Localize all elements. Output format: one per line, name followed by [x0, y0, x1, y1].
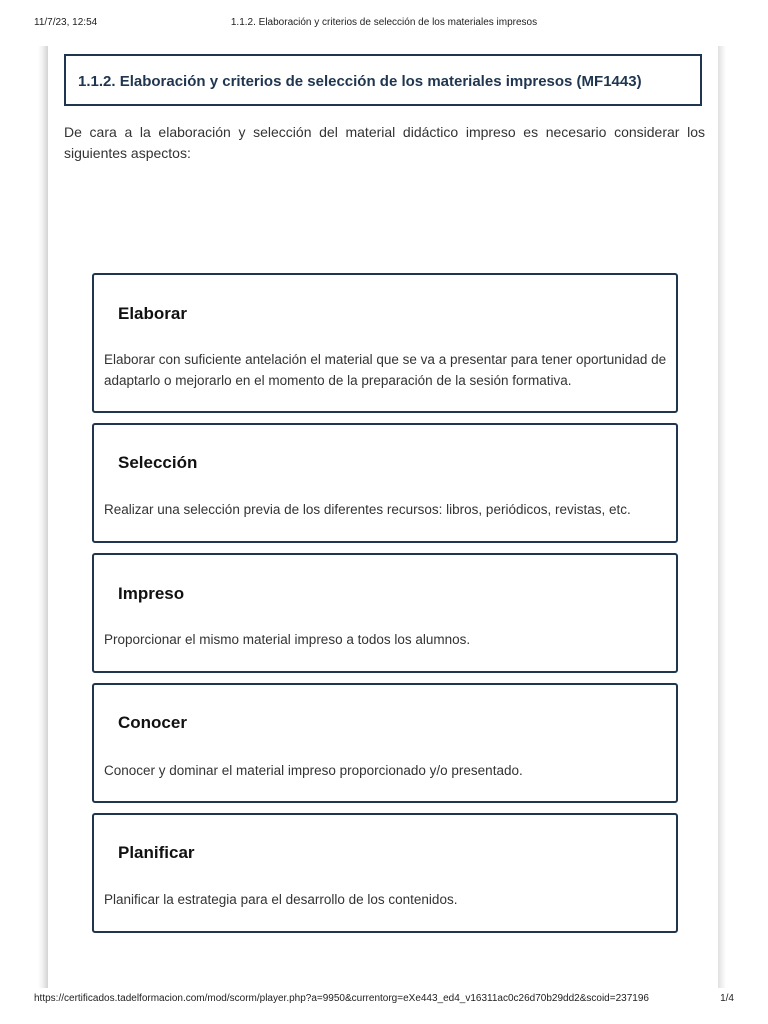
card-text: Proporcionar el mismo material impreso a todos los alumnos. — [104, 632, 471, 647]
card-heading: Planificar — [118, 843, 195, 862]
print-url: https://certificados.tadelformacion.com/mod/scorm/player.php?a=9950&currentorg=eXe443_ed4_v16311ac0c26d70b29dd2&scoid=237196 — [34, 993, 649, 1004]
page-number: 1/4 — [720, 993, 734, 1004]
print-header — [0, 17, 768, 31]
aspect-card-planificar — [92, 813, 678, 933]
card-text: Conocer y dominar el material impreso proporcionado y/o presentado. — [104, 763, 523, 778]
card-heading: Impreso — [118, 584, 185, 603]
card-text: Elaborar con suficiente antelación el material que se va a presentar para tener oportunidad de adaptarlo o mejorarlo en el momento de la preparación de la sesión formativa. — [104, 352, 667, 388]
card-heading: Elaborar — [118, 304, 187, 323]
card-text: Planificar la estrategia para el desarrollo de los contenidos. — [104, 892, 458, 907]
aspect-card-impreso — [92, 553, 678, 673]
aspect-card-conocer — [92, 683, 678, 803]
print-date: 11/7/23, 12:54 — [34, 17, 98, 28]
card-heading: Conocer — [118, 713, 187, 732]
intro-paragraph: De cara a la elaboración y selección del material didáctico impreso es necesario considerar los siguientes aspectos: — [64, 124, 705, 161]
card-heading: Selección — [118, 453, 198, 472]
aspect-card-elaborar — [92, 273, 678, 413]
card-text: Realizar una selección previa de los diferentes recursos: libros, periódicos, revistas, etc. — [104, 502, 631, 517]
page-shadow-right — [718, 46, 726, 988]
print-footer — [0, 993, 768, 1007]
section-title-box — [64, 54, 702, 106]
aspect-card-seleccion — [92, 423, 678, 543]
section-title: 1.1.2. Elaboración y criterios de selección de los materiales impresos (MF1443) — [78, 73, 642, 90]
print-document-title: 1.1.2. Elaboración y criterios de selección de los materiales impresos — [230, 17, 538, 28]
